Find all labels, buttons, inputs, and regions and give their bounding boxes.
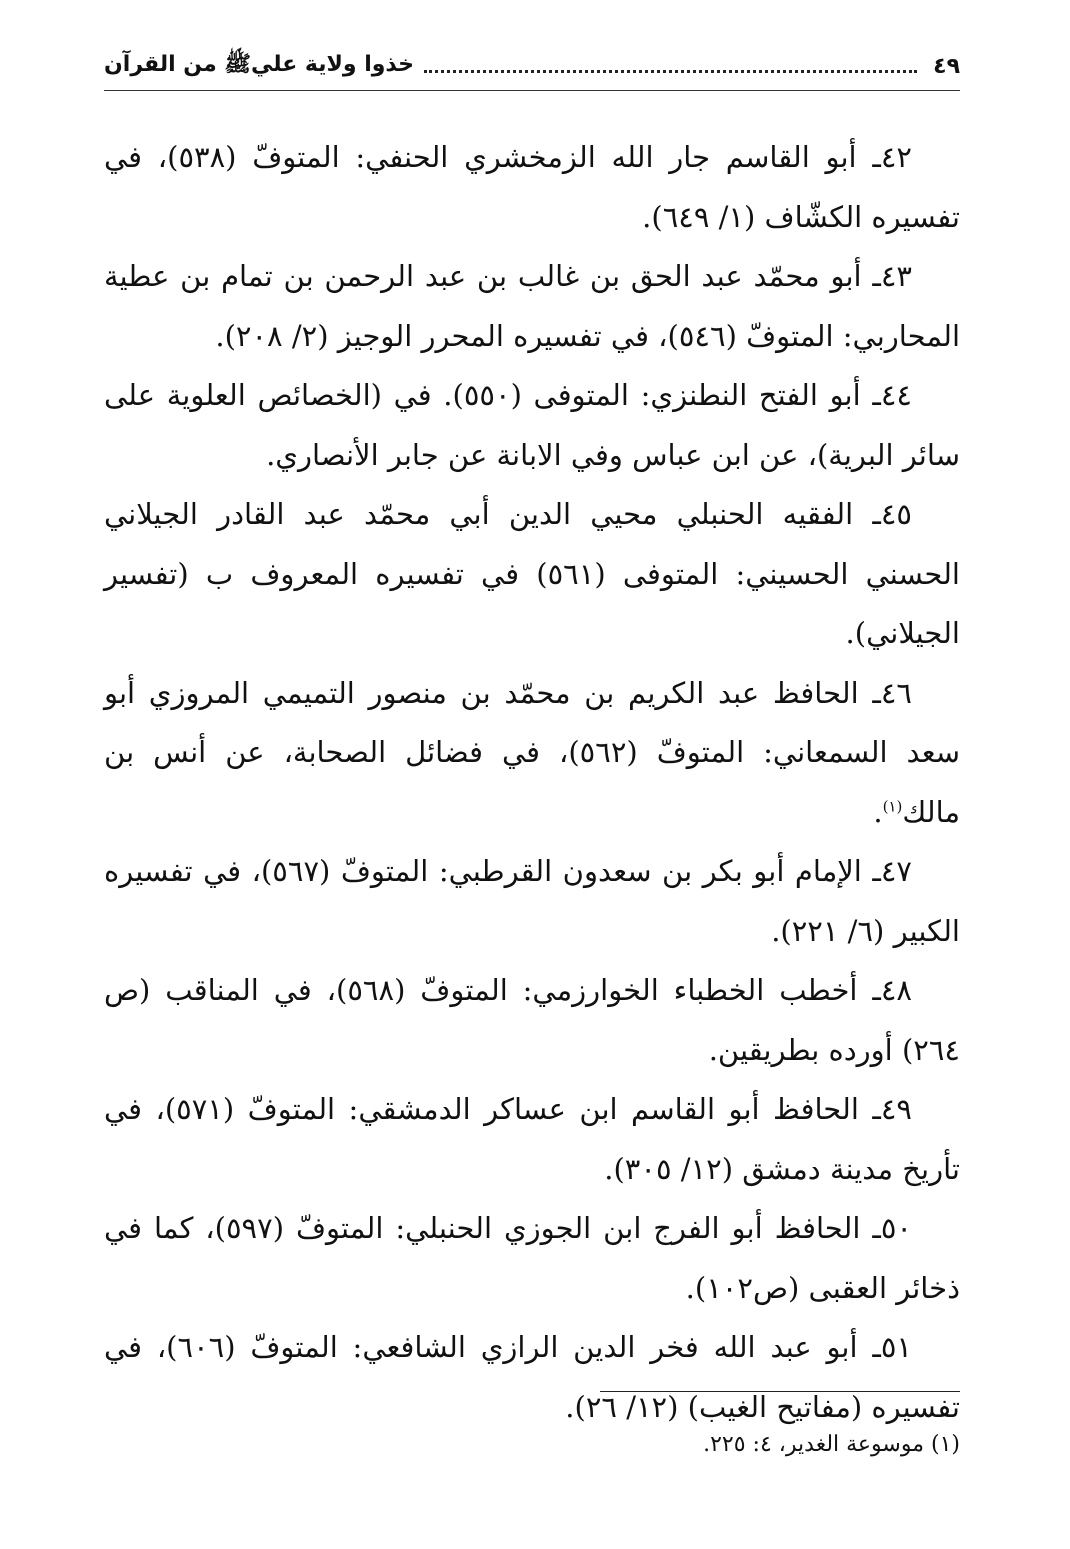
entry-48: ٤٨ـ أخطب الخطباء الخوارزمي: المتوفّ (٥٦٨)، في المناقب (ص ٢٦٤) أورده بطريقين. [104, 973, 960, 1067]
page-number: ٤٩ [933, 53, 960, 79]
entry-51: ٥١ـ أبو عبد الله فخر الدين الرازي الشافعي: المتوفّ (٦٠٦)، في تفسيره (مفاتيح الغيب) (١٢/ ٢٦). [104, 1330, 960, 1424]
entry-45: ٤٥ـ الفقيه الحنبلي محيي الدين أبي محمّد عبد القادر الجيلاني الحسني الحسيني: المتوفى (٥٦١) في تفسيره المعروف ب (تفسير الجيلاني). [104, 497, 960, 650]
running-header [104, 46, 960, 86]
entry-46-period: . [873, 794, 883, 829]
entry-49: ٤٩ـ الحافظ أبو القاسم ابن عساكر الدمشقي: المتوفّ (٥٧١)، في تأريخ مدينة دمشق (١٢/ ٣٠٥). [104, 1092, 960, 1186]
entry-42: ٤٢ـ أبو القاسم جار الله الزمخشري الحنفي: المتوفّ (٥٣٨)، في تفسيره الكشّاف (١/ ٦٤٩). [104, 140, 960, 234]
entry-46-text: ٤٦ـ الحافظ عبد الكريم بن محمّد بن منصور التميمي المروزي أبو سعد السمعاني: المتوفّ (٥٦٢)، في فضائل الصحابة، عن أنس بن مالك [104, 675, 960, 829]
entry-44: ٤٤ـ أبو الفتح النطنزي: المتوفى (٥٥٠). في (الخصائص العلوية على سائر البرية)، عن ابن عباس وفي الابانة عن جابر الأنصاري. [104, 378, 960, 472]
footnote-reference-mark: (١) [882, 796, 903, 815]
header-divider [104, 90, 960, 91]
footnote-divider [600, 1391, 960, 1392]
entry-43: ٤٣ـ أبو محمّد عبد الحق بن غالب بن عبد الرحمن بن تمام بن عطية المحاربي: المتوفّ (٥٤٦)، في تفسيره المحرر الوجيز (٢/ ٢٠٨). [104, 259, 960, 353]
entry-47: ٤٧ـ الإمام أبو بكر بن سعدون القرطبي: المتوفّ (٥٦٧)، في تفسيره الكبير (٦/ ٢٢١). [104, 854, 960, 948]
entry-46 [104, 664, 960, 843]
footnote: (١) موسوعة الغدير، ٤: ٢٢٥. [703, 1432, 960, 1457]
running-title: خذوا ولاية عليﷺ من القرآن [104, 52, 414, 77]
header-dot-leader [424, 70, 917, 73]
entry-50: ٥٠ـ الحافظ أبو الفرج ابن الجوزي الحنبلي: المتوفّ (٥٩٧)، كما في ذخائر العقبى (ص١٠٢). [104, 1211, 960, 1305]
body-text [104, 128, 960, 1437]
